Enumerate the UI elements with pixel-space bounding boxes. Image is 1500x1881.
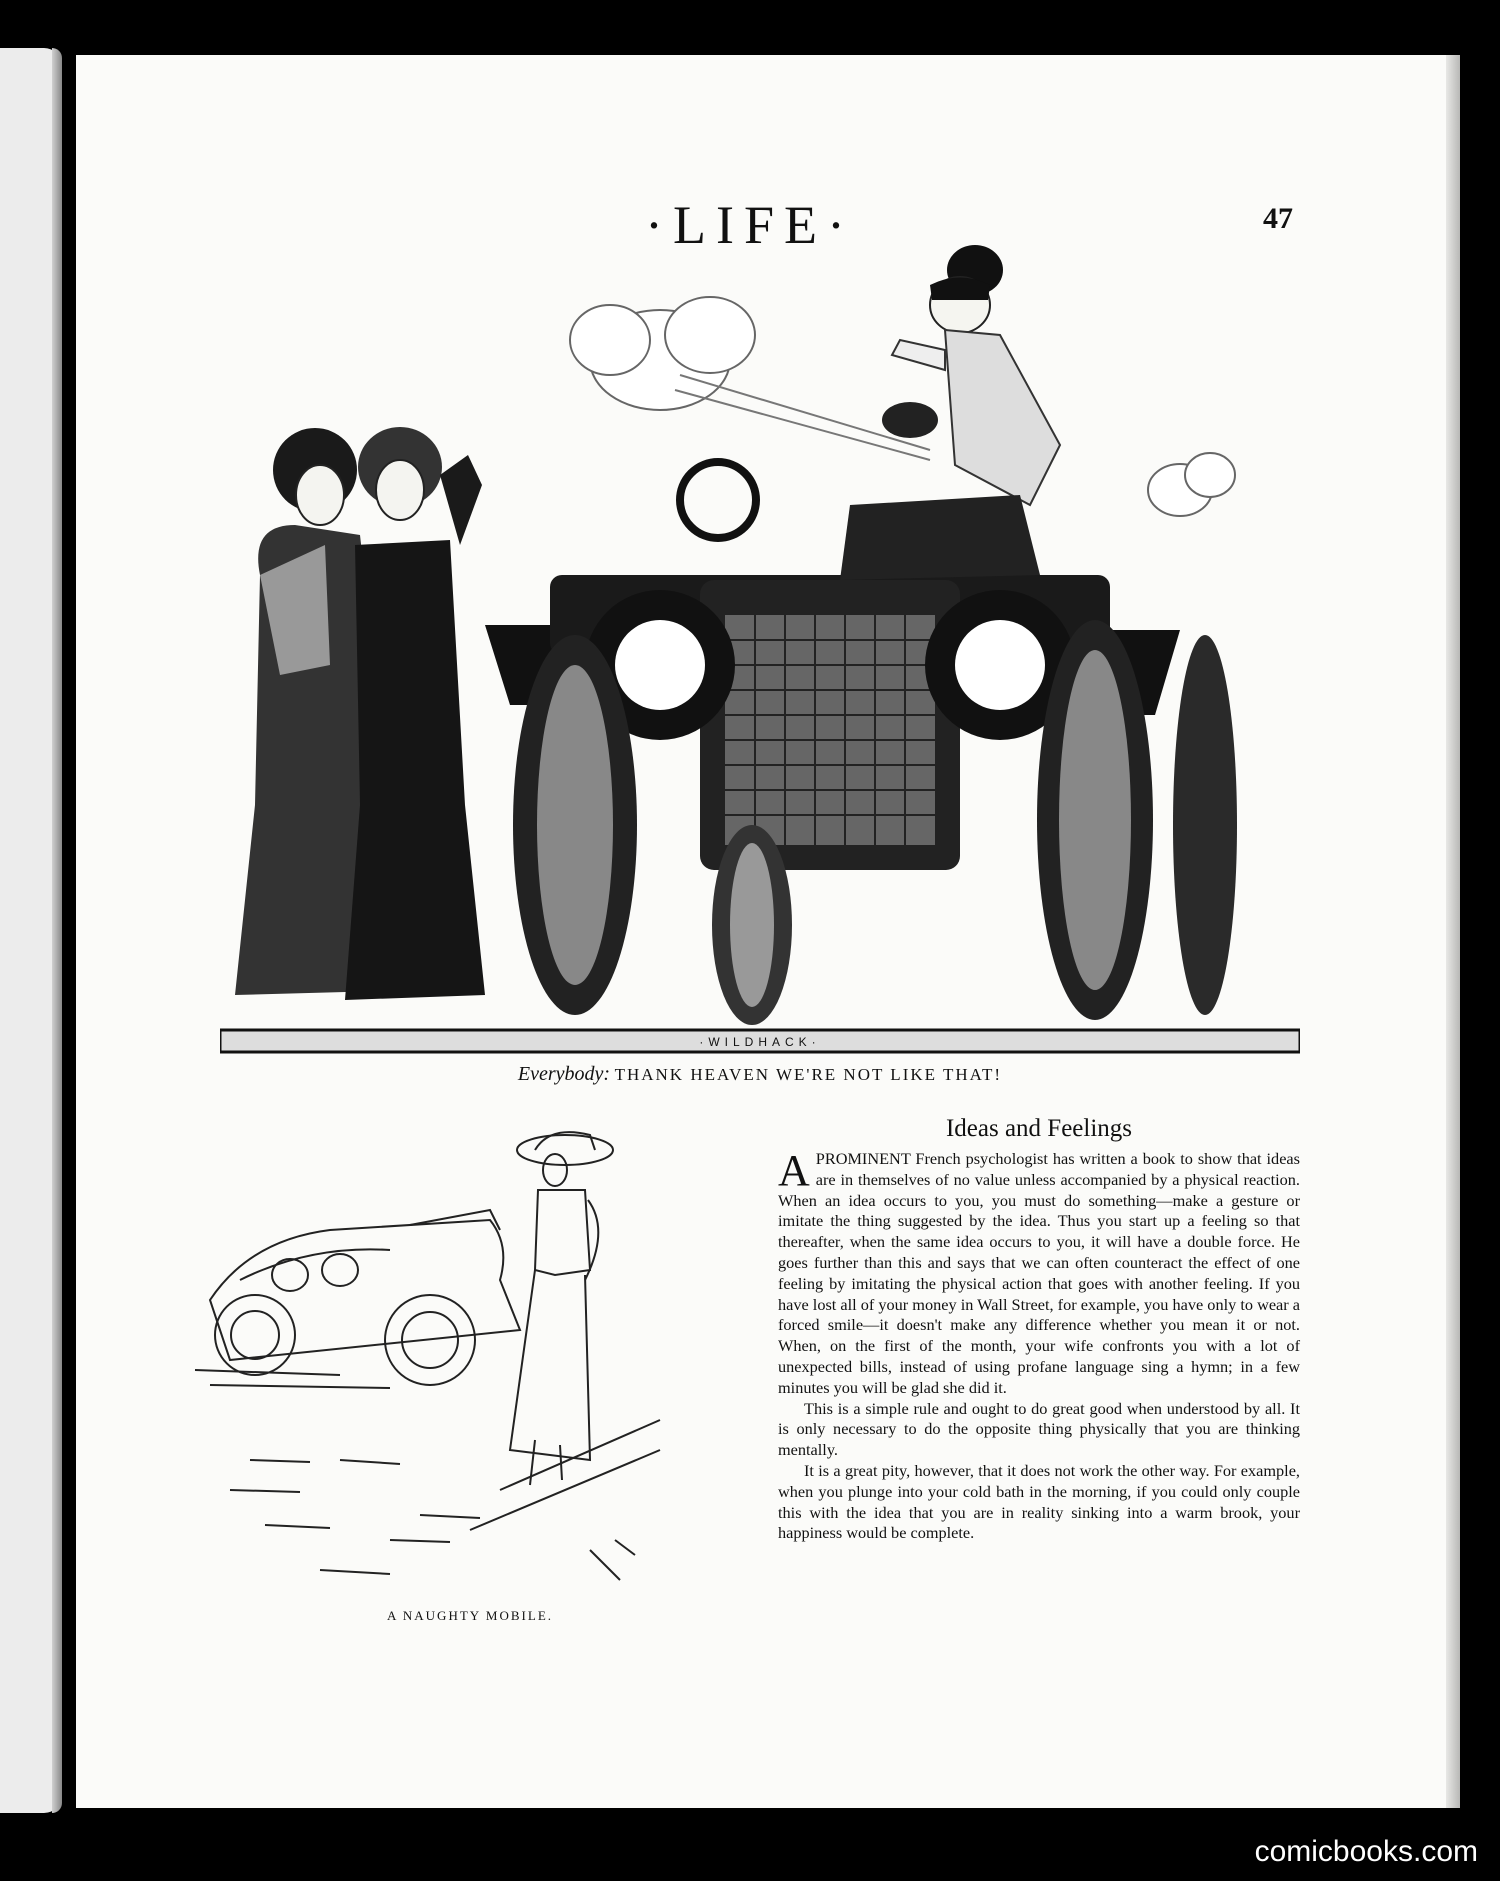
- article-paragraph-2: This is a simple rule and ought to do great good when understood by all. It is only necessary to do the opposite thing physically that you are thinking mentally.: [778, 1398, 1300, 1460]
- artist-signature: ·WILDHACK·: [699, 1035, 821, 1049]
- top-cartoon-caption: [220, 1063, 1300, 1086]
- article-ideas-and-feelings: [778, 1115, 1300, 1544]
- speeding-car-sketch: [195, 1210, 520, 1388]
- bottom-cartoon-illustration: [190, 1130, 745, 1590]
- magazine-title: ·LIFE·: [645, 195, 855, 255]
- two-women-figures: [235, 427, 485, 1000]
- previous-page-edge: [0, 48, 62, 1813]
- article-title: Ideas and Feelings: [945, 1115, 1133, 1142]
- caption-line: THANK HEAVEN WE'RE NOT LIKE THAT!: [614, 1065, 1003, 1084]
- top-cartoon-illustration: [220, 245, 1300, 1055]
- bottom-cartoon-caption: A NAUGHTY MOBILE.: [386, 1608, 554, 1623]
- caption-speaker: Everybody:: [517, 1063, 611, 1085]
- woman-pedestrian-sketch: [510, 1132, 613, 1485]
- article-paragraph-1-text: PROMINENT French psychologist has written a book to show that ideas are in themselves of no value unless accompanied by a physical reaction. When an idea occurs to you, you must do something—make a gesture or imitate the thing suggested by the idea. Thus you start up a feeling so that thereafter, when the same idea occurs to you, it will have a double force. He goes further than this and says that we can often counteract the effect of one feeling by imitating the physical action that goes with another feeling. If you have lost all of your money in Wall Street, for example, you have only to wear a forced smile—it doesn't make any difference whether you mean it or not. When, on the first of the month, your wife confronts you with a lot of unexpected bills, instead of using profane language sing a hymn; in a few minutes you will be glad she did it.: [778, 1149, 1300, 1397]
- page-curl-shadow: [52, 48, 62, 1813]
- street-sketch: [230, 1420, 660, 1580]
- watermark: comicbooks.com: [1254, 1835, 1478, 1868]
- article-paragraph-1: [778, 1146, 1300, 1399]
- page-edge-shadow: [1446, 55, 1460, 1808]
- drop-cap: A: [778, 1146, 810, 1195]
- page-number: 47: [1263, 202, 1293, 235]
- woman-in-car-figure: [840, 245, 1060, 580]
- article-paragraph-3: It is a great pity, however, that it does not work the other way. For example, when you plunge into your cold bath in the morning, if you could only couple this with the idea that you are in reality sinking into a warm brook, your happiness would be complete.: [778, 1460, 1300, 1543]
